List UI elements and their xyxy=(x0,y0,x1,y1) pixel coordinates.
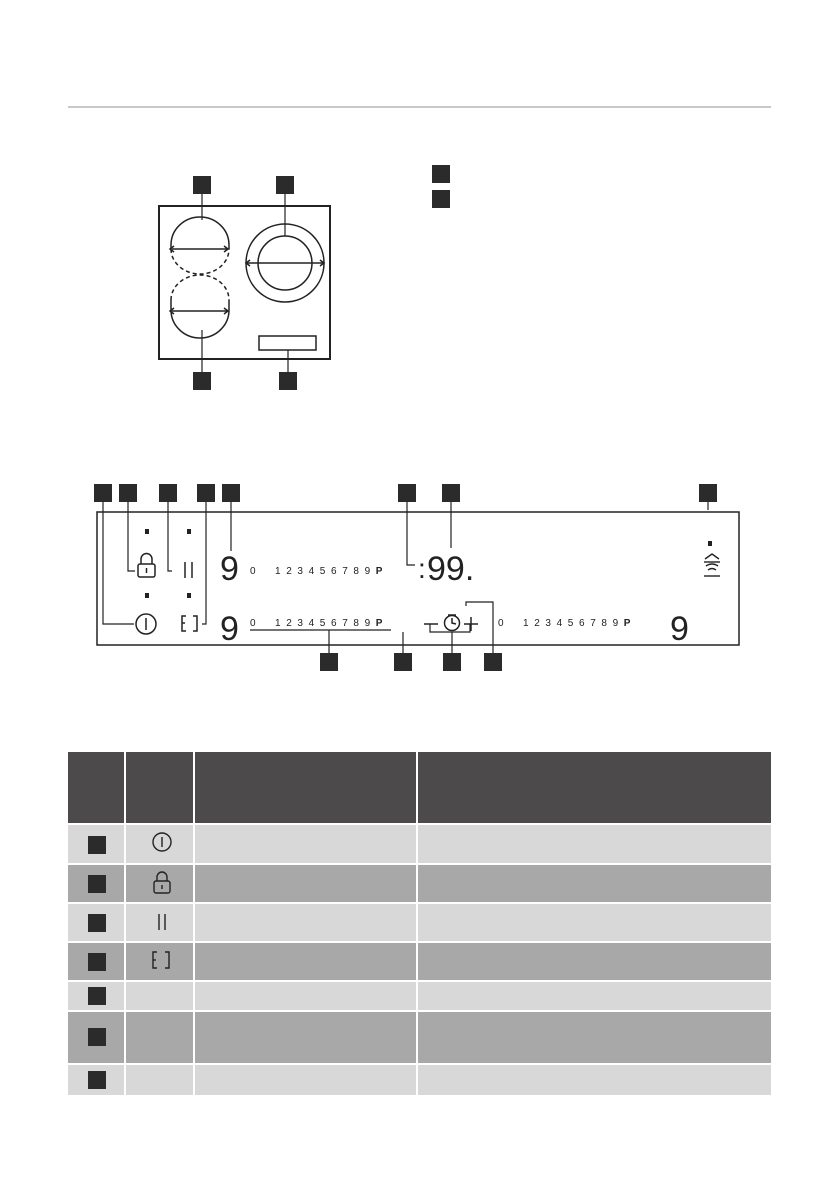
power-level-label[interactable]: 0 xyxy=(498,618,504,629)
function-table xyxy=(68,752,771,1095)
power-level-label[interactable]: 9 xyxy=(612,618,619,629)
level-display-bottom: 9 xyxy=(220,610,239,648)
table-row xyxy=(68,1065,771,1095)
power-level-label[interactable]: 6 xyxy=(579,618,585,629)
power-level-label[interactable]: 8 xyxy=(353,566,359,577)
legend-marker xyxy=(432,165,450,183)
power-level-label[interactable]: 7 xyxy=(342,618,348,629)
power-level-label[interactable]: 5 xyxy=(319,566,326,577)
callout-marker xyxy=(442,484,460,502)
bridge-icon[interactable] xyxy=(182,616,197,631)
power-level-label[interactable]: 2 xyxy=(286,566,292,577)
callout-marker xyxy=(394,653,412,671)
hob2hood-icon[interactable] xyxy=(704,554,720,576)
power-level-label[interactable]: 0 xyxy=(250,566,256,577)
power-level-label[interactable]: 2 xyxy=(286,618,292,629)
lock-icon xyxy=(126,865,195,902)
power-level-label[interactable]: 8 xyxy=(353,618,359,629)
power-level-label[interactable]: 6 xyxy=(331,566,337,577)
row-marker xyxy=(88,1071,106,1089)
power-level-label[interactable]: 3 xyxy=(545,618,551,629)
callout-marker xyxy=(320,653,338,671)
row-marker xyxy=(88,836,106,854)
power-level-label[interactable]: 8 xyxy=(601,618,607,629)
row-marker xyxy=(88,987,106,1005)
callout-marker xyxy=(443,653,461,671)
power-level-label[interactable]: 9 xyxy=(364,618,371,629)
power-level-label[interactable]: 9 xyxy=(364,566,371,577)
callout-marker xyxy=(193,372,211,390)
table-row xyxy=(68,1012,771,1065)
power-level-label[interactable]: 1 xyxy=(275,618,281,629)
power-level-label[interactable]: 2 xyxy=(534,618,540,629)
callout-marker xyxy=(276,176,294,194)
power-boost-label[interactable]: P xyxy=(375,566,383,577)
table-row xyxy=(68,825,771,865)
timer-display: 99. xyxy=(427,550,475,588)
row-marker xyxy=(88,953,106,971)
power-level-label[interactable]: 5 xyxy=(319,618,326,629)
callout-marker xyxy=(699,484,717,502)
power-scale-bottom[interactable] xyxy=(250,618,383,629)
control-panel-diagram xyxy=(88,478,748,678)
callout-marker xyxy=(193,176,211,194)
top-rule xyxy=(68,106,771,108)
power-icon xyxy=(126,825,195,863)
power-boost-label[interactable]: P xyxy=(623,618,631,629)
row-marker xyxy=(88,875,106,893)
power-level-label[interactable]: 4 xyxy=(308,618,315,629)
table-row xyxy=(68,865,771,904)
callout-marker xyxy=(398,484,416,502)
power-scale-right[interactable] xyxy=(498,618,631,629)
level-display-right: 9 xyxy=(670,610,689,648)
power-level-label[interactable]: 3 xyxy=(297,566,303,577)
power-level-label[interactable]: 7 xyxy=(590,618,596,629)
table-row xyxy=(68,943,771,982)
callout-marker xyxy=(119,484,137,502)
timer-colon: : xyxy=(418,553,426,584)
power-boost-label[interactable]: P xyxy=(375,618,383,629)
power-level-label[interactable]: 3 xyxy=(297,618,303,629)
power-scale-top[interactable] xyxy=(250,566,383,577)
lock-icon[interactable] xyxy=(138,554,155,578)
power-level-label[interactable]: 0 xyxy=(250,618,256,629)
callout-marker xyxy=(279,372,297,390)
pause-icon xyxy=(126,904,195,941)
legend-marker xyxy=(432,190,450,208)
callout-marker xyxy=(94,484,112,502)
flex-cooking-zone xyxy=(170,217,229,338)
bridge-icon xyxy=(126,943,195,980)
table-header xyxy=(68,752,771,825)
power-level-label[interactable]: 1 xyxy=(275,566,281,577)
power-icon[interactable] xyxy=(136,614,156,634)
table-row xyxy=(68,982,771,1012)
power-level-label[interactable]: 5 xyxy=(567,618,574,629)
callout-marker xyxy=(197,484,215,502)
callout-marker xyxy=(222,484,240,502)
table-row xyxy=(68,904,771,943)
power-level-label[interactable]: 7 xyxy=(342,566,348,577)
power-level-label[interactable]: 6 xyxy=(331,618,337,629)
pause-icon[interactable] xyxy=(185,562,192,578)
hob-layout-diagram xyxy=(150,170,350,395)
timer-plus-button[interactable] xyxy=(464,617,478,631)
power-level-label[interactable]: 4 xyxy=(556,618,563,629)
row-marker xyxy=(88,914,106,932)
level-display-top: 9 xyxy=(220,550,239,588)
callout-marker xyxy=(484,653,502,671)
timer-clock-icon[interactable] xyxy=(445,615,460,631)
row-marker xyxy=(88,1028,106,1046)
power-level-label[interactable]: 4 xyxy=(308,566,315,577)
control-panel-area xyxy=(259,336,316,350)
callout-marker xyxy=(159,484,177,502)
power-level-label[interactable]: 1 xyxy=(523,618,529,629)
